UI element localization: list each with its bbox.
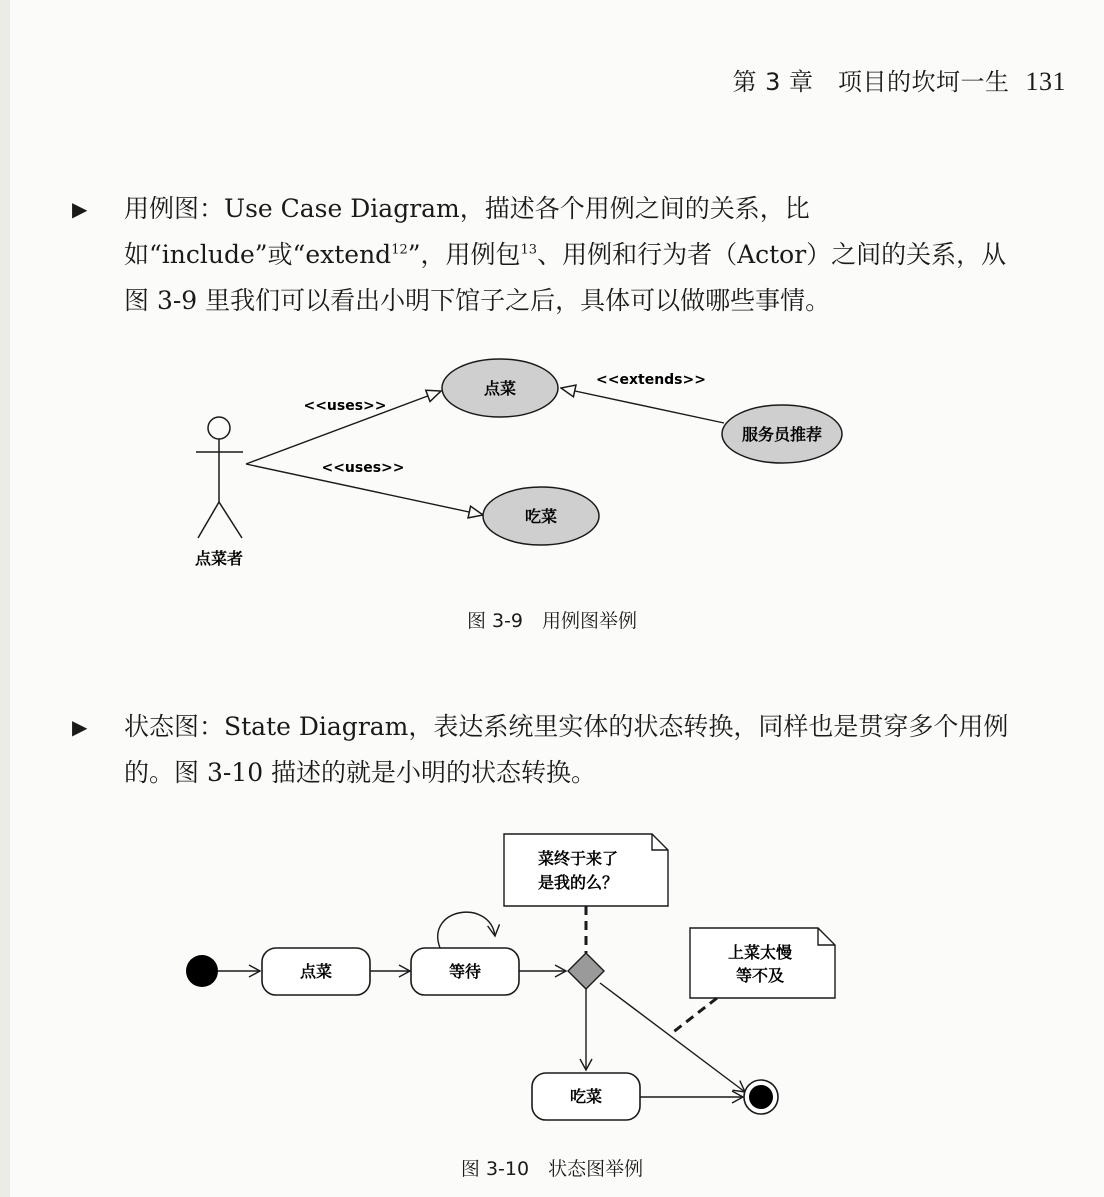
use-case-diagram xyxy=(0,330,1104,610)
text-segment: 、用例和行为者（Actor）之间的关系，从图 3-9 里我们可以看出小明下馆子之后，具体可以做哪些事情。 xyxy=(124,240,1007,315)
use-case-eat-label: 吃菜 xyxy=(524,507,558,526)
final-state xyxy=(744,1080,778,1114)
chapter-title: 第 3 章 项目的坎坷一生 xyxy=(732,68,1010,96)
state-eat-label: 吃菜 xyxy=(569,1087,603,1106)
decision-diamond xyxy=(568,953,604,989)
note-right-connector xyxy=(672,998,717,1033)
footnote-ref: 12 xyxy=(391,242,408,258)
figure-caption-3-9: 图 3-9 用例图举例 xyxy=(466,610,638,632)
paragraph-text: 状态图：State Diagram，表达系统里实体的状态转换，同样也是贯穿多个用例的。图 3-10 描述的就是小明的状态转换。 xyxy=(124,712,1009,787)
self-loop-wait xyxy=(438,912,495,948)
page-number: 131 xyxy=(1025,67,1066,96)
bullet-icon: ▶ xyxy=(72,715,88,739)
extends-label: <<extends>> xyxy=(596,372,706,388)
bullet-icon: ▶ xyxy=(72,197,88,221)
paragraph-text xyxy=(124,186,1022,324)
uses-label-bottom: <<uses>> xyxy=(321,460,405,476)
note-top-line1: 菜终于来了 xyxy=(537,849,619,868)
note-right-line1: 上菜太慢 xyxy=(727,943,793,962)
state-order-label: 点菜 xyxy=(299,962,333,981)
actor-figure xyxy=(196,417,243,538)
actor-label: 点菜者 xyxy=(194,549,244,568)
state-wait-label: 等待 xyxy=(448,962,482,981)
figure-caption-3-10: 图 3-10 状态图举例 xyxy=(460,1158,644,1180)
footnote-ref: 13 xyxy=(520,242,538,258)
extends-arrow xyxy=(561,388,724,423)
uses-label-top: <<uses>> xyxy=(303,398,387,414)
note-right-line2: 等不及 xyxy=(735,966,785,985)
state-diagram xyxy=(0,820,1104,1130)
use-case-recommend-label: 服务员推荐 xyxy=(741,425,823,444)
note-box-top xyxy=(504,834,668,906)
note-box-right xyxy=(690,928,835,998)
running-header xyxy=(732,62,1066,97)
use-case-order-label: 点菜 xyxy=(483,379,517,398)
note-top-line2: 是我的么？ xyxy=(537,873,619,892)
paragraph-state xyxy=(72,704,1022,796)
initial-state xyxy=(186,955,218,987)
paragraph-use-case xyxy=(72,186,1022,324)
text-segment: 用例图：Use Case Diagram，描述各个用例之间的关系，比如“include”或“extend xyxy=(124,194,810,269)
text-segment: ”，用例包 xyxy=(407,240,521,269)
